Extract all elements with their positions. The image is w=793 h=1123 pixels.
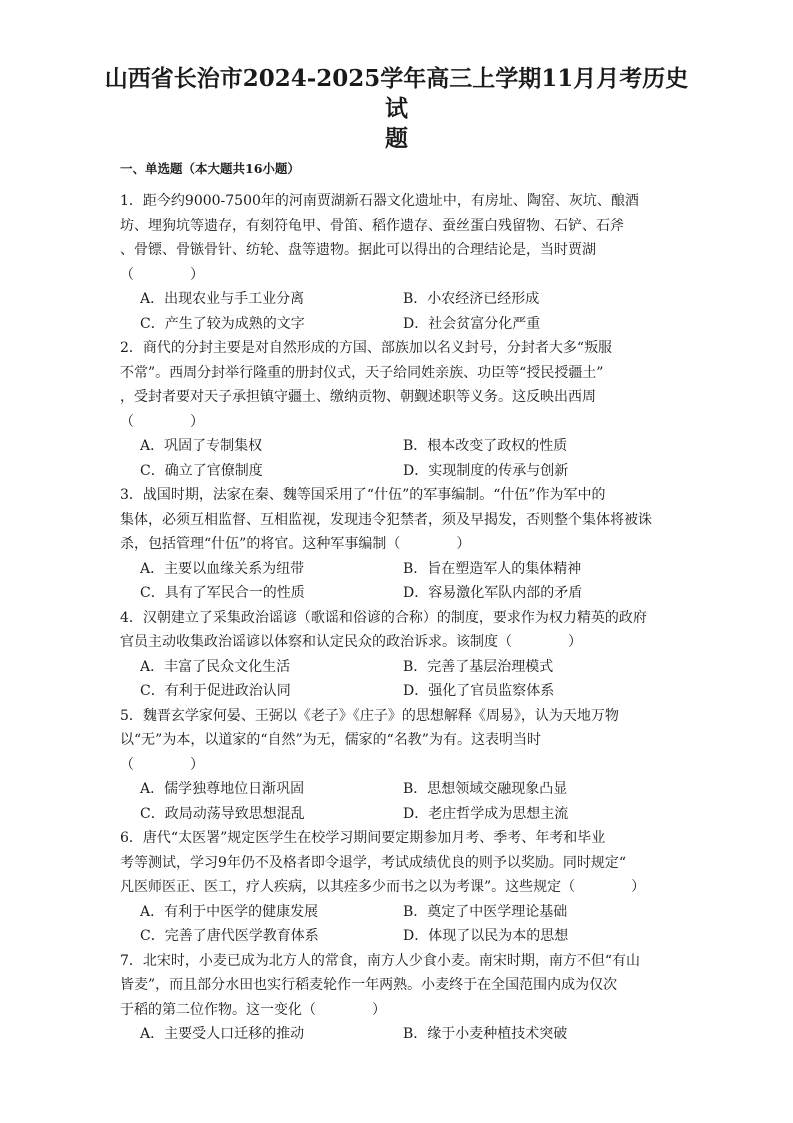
option-grid: [120, 655, 680, 704]
title-line-2: 题: [385, 125, 408, 152]
stem-line: 考等测试，学习9年仍不及格者即令退学，考试成绩优良的则予以奖励。同时规定“: [120, 854, 627, 871]
stem-line: 4．汉朝建立了采集政治谣谚（歌谣和俗谚的合称）的制度，要求作为权力精英的政府: [120, 609, 647, 626]
stem-line: 凡医师医正、医工，疗人疾病，以其痊多少而书之以为考课”。这些规定（ ）: [120, 879, 646, 895]
answer-option-a: A．主要以血缘关系为纽带: [140, 560, 305, 577]
answer-option-a: A．主要受人口迁移的推动: [140, 1026, 305, 1042]
option-grid: [120, 777, 680, 826]
stem-line: （ ）: [120, 266, 204, 283]
stem-line: 坊、埋狗坑等遗存，有刻符龟甲、骨笛、稻作遗存、蚕丝蛋白残留物、石铲、石斧: [120, 217, 624, 234]
question-list: [120, 189, 680, 1047]
option-grid: [120, 434, 680, 483]
answer-option-a: A．出现农业与手工业分离: [140, 291, 305, 307]
answer-option-b: B．小农经济已经形成: [403, 291, 540, 307]
answer-option-b: B．思想领域交融现象凸显: [403, 781, 568, 797]
answer-option-c: C．确立了官僚制度: [140, 462, 263, 479]
answer-option-a: A．儒学独尊地位日渐巩固: [140, 781, 305, 797]
stem-line: 集体，必须互相监督、互相监视，发现违令犯禁者，须及早揭发，否则整个集体将被诛: [120, 511, 652, 528]
answer-option-d: D．实现制度的传承与创新: [403, 462, 569, 479]
answer-option-c: C．政局动荡导致思想混乱: [140, 805, 305, 822]
answer-option-a: A．丰富了民众文化生活: [140, 658, 291, 675]
stem-line: （ ）: [120, 413, 204, 430]
answer-option-b: B．奠定了中医学理论基础: [403, 903, 568, 920]
question-7: [120, 949, 680, 1047]
question-6: [120, 826, 680, 949]
stem-line: 皆麦”，而且部分水田也实行稻麦轮作一年两熟。小麦终于在全国范围内成为仅次: [120, 977, 618, 993]
title-line-1: 山西省长治市2024-2025学年高三上学期11月月考历史试: [104, 65, 689, 122]
stem-line: 于稻的第二位作物。这一变化（ ）: [120, 1001, 386, 1018]
answer-option-c: C．具有了军民合一的性质: [140, 585, 305, 601]
stem-line: 2．商代的分封主要是对自然形成的方国、部族加以名义封号，分封者大多“叛服: [120, 340, 613, 356]
answer-option-b: B．缘于小麦种植技术突破: [403, 1026, 568, 1042]
answer-option-b: B．根本改变了政权的性质: [403, 438, 568, 454]
answer-option-d: D．体现了以民为本的思想: [403, 928, 569, 944]
stem-line: 、骨镖、骨镞骨针、纺轮、盘等遗物。据此可以得出的合理结论是，当时贾湖: [120, 242, 596, 258]
stem-line: 3．战国时期，法家在秦、魏等国采用了“什伍”的军事编制。“什伍”作为军中的: [120, 487, 606, 503]
question-stem: [120, 949, 680, 1023]
question-3: [120, 483, 680, 606]
stem-line: 1．距今约9000-7500年的河南贾湖新石器文化遗址中，有房址、陶窑、灰坑、酿酒: [120, 193, 639, 209]
answer-option-a: A．有利于中医学的健康发展: [140, 903, 319, 920]
question-stem: [120, 826, 680, 900]
question-4: [120, 606, 680, 704]
question-stem: [120, 189, 680, 287]
question-5: [120, 704, 680, 827]
question-1: [120, 189, 680, 336]
answer-option-d: D．容易激化军队内部的矛盾: [403, 585, 583, 601]
stem-line: 官员主动收集政治谣谚以体察和认定民众的政治诉求。该制度（ ）: [120, 634, 582, 650]
question-stem: [120, 336, 680, 434]
answer-option-d: D．社会贫富分化严重: [403, 315, 541, 332]
stem-line: 以“无”为本，以道家的“自然”为无，儒家的“名教”为有。这表明当时: [120, 732, 541, 748]
question-stem: [120, 704, 680, 778]
stem-line: ，受封者要对天子承担镇守疆土、缴纳贡物、朝觐述职等义务。这反映出西周: [120, 389, 596, 405]
answer-option-b: B．旨在塑造军人的集体精神: [403, 560, 582, 577]
option-grid: [120, 557, 680, 606]
stem-line: 杀，包括管理“什伍”的将官。这种军事编制（ ）: [120, 536, 471, 552]
section-heading: 一、单选题（本大题共16小题）: [120, 161, 300, 176]
document-title: [100, 64, 693, 154]
answer-option-c: C．产生了较为成熟的文字: [140, 315, 305, 332]
answer-option-c: C．有利于促进政治认同: [140, 683, 291, 699]
answer-option-c: C．完善了唐代医学教育体系: [140, 928, 319, 944]
stem-line: 不常”。西周分封举行隆重的册封仪式，天子给同姓亲族、功臣等“授民授疆土”: [120, 364, 604, 381]
answer-option-b: B．完善了基层治理模式: [403, 658, 554, 675]
option-grid: [120, 287, 680, 336]
answer-option-d: D．强化了官员监察体系: [403, 683, 555, 699]
answer-option-a: A．巩固了专制集权: [140, 438, 263, 454]
stem-line: （ ）: [120, 756, 204, 773]
stem-line: 5．魏晋玄学家何晏、王弼以《老子》《庄子》的思想解释《周易》，认为天地万物: [120, 707, 619, 724]
answer-option-d: D．老庄哲学成为思想主流: [403, 805, 569, 822]
option-grid: [120, 1022, 680, 1047]
question-stem: [120, 606, 680, 655]
question-2: [120, 336, 680, 483]
question-stem: [120, 483, 680, 557]
stem-line: 6．唐代“太医署”规定医学生在校学习期间要定期参加月考、季考、年考和毕业: [120, 830, 606, 846]
option-grid: [120, 900, 680, 949]
stem-line: 7．北宋时，小麦已成为北方人的常食，南方人少食小麦。南宋时期，南方不但“有山: [120, 952, 641, 969]
